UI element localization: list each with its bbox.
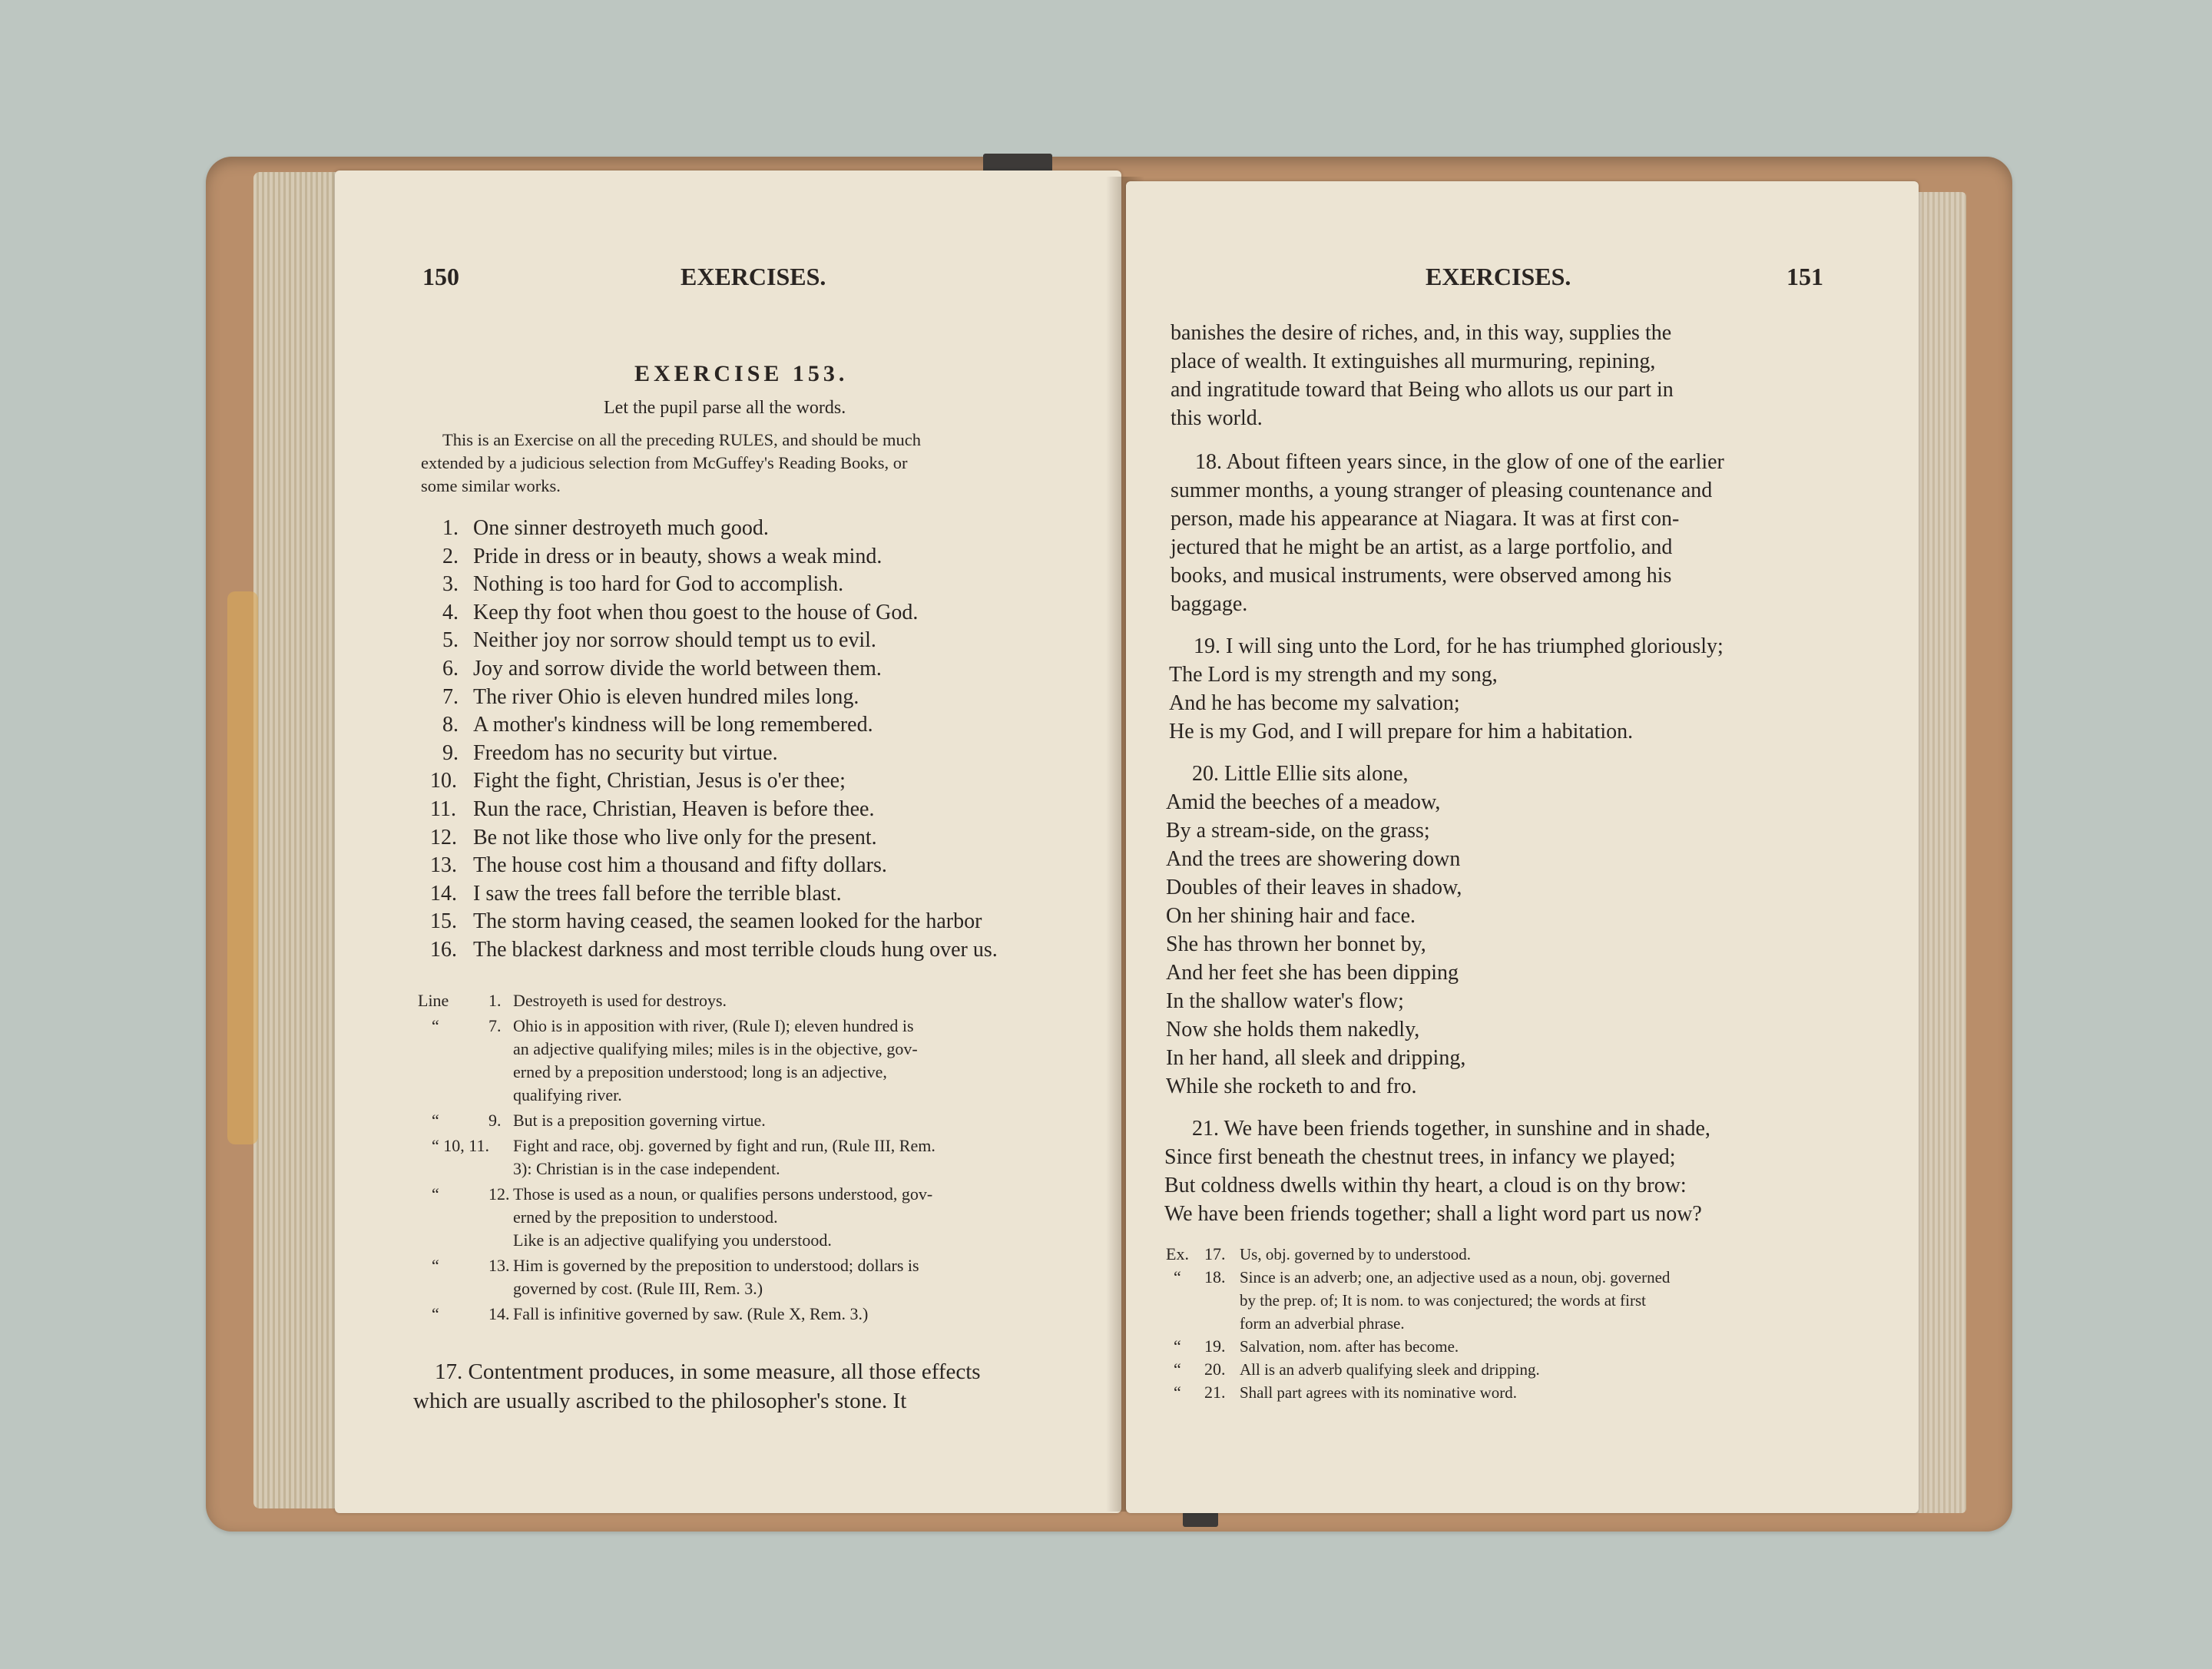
sentence-text: A mother's kindness will be long remembered. <box>473 713 873 737</box>
sentence-number: 16. <box>430 938 457 962</box>
sentence-text: Neither joy nor sorrow should tempt us to evil. <box>473 628 876 653</box>
sentence-number: 11. <box>430 797 456 821</box>
verse-line: In her hand, all sleek and dripping, <box>1166 1046 1466 1070</box>
note-marker: “ <box>432 1304 439 1323</box>
running-head: EXERCISES. <box>680 263 826 290</box>
page-number: 150 <box>422 263 459 290</box>
sentence-number: 7. <box>442 684 459 709</box>
sentence-number: 12. <box>430 825 457 849</box>
note-line: by the prep. of; It is nom. to was conjectured; the words at first <box>1240 1291 1646 1310</box>
paragraph-line: jectured that he might be an artist, as a large portfolio, and <box>1171 535 1673 559</box>
note-marker: “ <box>1174 1359 1181 1379</box>
verse-line: And her feet she has been dipping <box>1166 961 1459 985</box>
cover-stain <box>227 591 258 1144</box>
note-line: 3): Christian is in the case independent. <box>513 1159 780 1178</box>
right-page <box>1126 181 1919 1513</box>
note-number: 7. <box>488 1016 502 1035</box>
note-marker: “ <box>1174 1383 1181 1402</box>
binding-clip-bottom <box>1183 1512 1218 1527</box>
sentence-text: Run the race, Christian, Heaven is before thee. <box>473 797 875 821</box>
note-number: 1. <box>488 991 502 1010</box>
paragraph-line: books, and musical instruments, were observed among his <box>1171 564 1672 588</box>
paragraph-line: place of wealth. It extinguishes all murmuring, repining, <box>1171 349 1656 373</box>
sentence-text: One sinner destroyeth much good. <box>473 516 769 540</box>
note-marker: Ex. <box>1166 1244 1189 1263</box>
note-marker: “ 10, 11. <box>432 1136 489 1155</box>
note-line: an adjective qualifying miles; miles is in the objective, gov- <box>513 1039 918 1058</box>
verse-line: Amid the beeches of a meadow, <box>1166 790 1441 814</box>
exercise-subtitle: Let the pupil parse all the words. <box>604 398 846 418</box>
sentence-text: I saw the trees fall before the terrible blast. <box>473 881 842 906</box>
sentence-number: 13. <box>430 853 457 878</box>
note-line: form an adverbial phrase. <box>1240 1314 1405 1333</box>
note-number: 20. <box>1204 1359 1226 1379</box>
verse-line: In the shallow water's flow; <box>1166 989 1404 1013</box>
note-line: Destroyeth is used for destroys. <box>513 991 727 1010</box>
verse-line: Now she holds them nakedly, <box>1166 1018 1420 1041</box>
note-number: 17. <box>1204 1244 1226 1263</box>
exercise-title: EXERCISE 153. <box>634 361 849 386</box>
paragraph-line: baggage. <box>1171 592 1248 616</box>
note-line: erned by a preposition understood; long is an adjective, <box>513 1062 887 1081</box>
sentence-number: 2. <box>442 544 459 568</box>
note-number: 18. <box>1204 1267 1226 1287</box>
page-number: 151 <box>1786 263 1823 290</box>
sentence-number: 1. <box>442 516 459 540</box>
sentence-text: Pride in dress or in beauty, shows a weak mind. <box>473 544 882 568</box>
sentence-number: 15. <box>430 909 457 934</box>
note-line: governed by cost. (Rule III, Rem. 3.) <box>513 1279 763 1298</box>
paragraph-line: person, made his appearance at Niagara. It was at first con- <box>1171 507 1680 531</box>
note-number: 12. <box>488 1184 510 1204</box>
paragraph-line: and ingratitude toward that Being who allots us our part in <box>1171 378 1674 402</box>
sentence-number: 3. <box>442 572 459 597</box>
page-edges-left <box>253 172 346 1508</box>
note-line: Ohio is in apposition with river, (Rule I); eleven hundred is <box>513 1016 914 1035</box>
verse-line: Doubles of their leaves in shadow, <box>1166 876 1462 899</box>
note-line: Him is governed by the preposition to understood; dollars is <box>513 1256 919 1275</box>
left-page: 150 EXERCISES. EXERCISE 153. Let the pupil parse all the words. This is an Exercise on all the preceding RULES, and should be much extended by a judicious selection from McGuffey's Reading Books, or some similar works. 1. One sinner destroyeth much good. 2. Pride in dress or in beauty, shows a weak mind. 3. Nothing is too hard for God to accomplish. 4. Keep thy foot when thou goest to the house of God. 5. Neither joy nor sorrow should tempt us to evil. 6. Joy and sorrow divide the world between them. 7. The river Ohio is eleven hundred miles long. 8. A mother's kindness will be long remembered. 9. Freedom has no security but virtue. 10. Fight the fight, Christian, Jesus is o'er thee; 11. Run the race, Christian, Heaven is before thee. 12. Be not like those who live only for the present. 13. The house cost him a thousand and fifty dollars. 14. I saw the trees fall before the terrible blast. 15. The storm having ceased, the seamen looked for the harbor 16. The blackest darkness and most terrible clouds hung over us. Line 1. Destroyeth is used for destroys. “ 7. Ohio is in apposition with river, (Rule I); eleven hundred is an adjective qualifying miles; miles is in the objective, gov- erned by a preposition understood; long is an adjective, qualifying river. “ 9. But is a preposition governing virtue. “ 10, 11. Fight and race, obj. governed by fight and run, (Rule III, Rem. 3): Christian is in the case independent. “ 12. Those is used as a noun, or qualifies persons understood, gov- erned by the preposition to understood. Like is an adjective qualifying you understood. “ 13. Him is governed by the preposition to understood; dollars is governed by cost. (Rule III, Rem. 3.) “ 14. Fall is infinitive governed by saw. (Rule X, Rem. 3.) 17. Contentment produces, in some measure, all those effects which are usually ascribed to the philosopher's stone. It <box>335 171 1121 1513</box>
sentence-number: 8. <box>442 713 459 737</box>
verse-line: But coldness dwells within thy heart, a cloud is on thy brow: <box>1164 1174 1687 1197</box>
verse-line: And the trees are showering down <box>1166 847 1461 871</box>
note-marker: “ <box>432 1184 439 1204</box>
verse-line: She has thrown her bonnet by, <box>1166 932 1426 956</box>
sentence-number: 4. <box>442 600 459 624</box>
note-marker: “ <box>432 1111 439 1130</box>
note-line: Those is used as a noun, or qualifies persons understood, gov- <box>513 1184 933 1204</box>
sentence-text: Fight the fight, Christian, Jesus is o'er thee; <box>473 769 846 793</box>
verse-line: The Lord is my strength and my song, <box>1169 663 1498 687</box>
verse-line: On her shining hair and face. <box>1166 904 1416 928</box>
verse-line: By a stream-side, on the grass; <box>1166 819 1430 843</box>
sentence-text: Nothing is too hard for God to accomplish. <box>473 572 844 597</box>
note-line: Salvation, nom. after has become. <box>1240 1337 1459 1356</box>
note-line: Fall is infinitive governed by saw. (Rule X, Rem. 3.) <box>513 1304 869 1323</box>
note-line: Since is an adverb; one, an adjective used as a noun, obj. governed <box>1240 1268 1671 1287</box>
note-marker: “ <box>432 1256 439 1275</box>
sentence-text: The storm having ceased, the seamen looked for the harbor <box>473 909 982 934</box>
note-marker: “ <box>1174 1267 1181 1287</box>
paragraph-line: banishes the desire of riches, and, in this way, supplies the <box>1171 321 1672 345</box>
note-number: 14. <box>488 1304 510 1323</box>
note-marker: “ <box>1174 1336 1181 1356</box>
verse-line: We have been friends together; shall a light word part us now? <box>1164 1202 1702 1226</box>
running-head: EXERCISES. <box>1426 263 1571 290</box>
sentence-text: The blackest darkness and most terrible clouds hung over us. <box>473 938 998 962</box>
sentence-text: Freedom has no security but virtue. <box>473 740 778 765</box>
verse-line: 21. We have been friends together, in sunshine and in shade, <box>1192 1117 1710 1141</box>
sentence-text: Joy and sorrow divide the world between them. <box>473 657 882 681</box>
verse-line: 20. Little Ellie sits alone, <box>1192 762 1409 786</box>
sentence-number: 14. <box>430 881 457 906</box>
sentence-number: 9. <box>442 740 459 765</box>
sentence-text: Be not like those who live only for the present. <box>473 825 877 849</box>
verse-line: He is my God, and I will prepare for him a habitation. <box>1169 720 1634 743</box>
paragraph-line: this world. <box>1171 406 1263 430</box>
note-number: 21. <box>1204 1383 1226 1402</box>
verse-line: While she rocketh to and fro. <box>1166 1075 1417 1098</box>
note-line: But is a preposition governing virtue. <box>513 1111 766 1130</box>
note-line: Like is an adjective qualifying you understood. <box>513 1230 832 1250</box>
verse-line: Since first beneath the chestnut trees, in infancy we played; <box>1164 1145 1676 1169</box>
note-line: Shall part agrees with its nominative word. <box>1240 1383 1518 1402</box>
paragraph-line: 18. About fifteen years since, in the glow of one of the earlier <box>1195 450 1724 474</box>
verse-line: And he has become my salvation; <box>1169 691 1460 715</box>
note-marker: “ <box>432 1016 439 1035</box>
paragraph-line: summer months, a young stranger of pleasing countenance and <box>1171 479 1713 502</box>
sentence-number: 5. <box>442 628 459 653</box>
note-number: 19. <box>1204 1336 1226 1356</box>
sentence-text: The river Ohio is eleven hundred miles long. <box>473 684 859 709</box>
note-line: All is an adverb qualifying sleek and dripping. <box>1240 1360 1540 1379</box>
sentence-text: Keep thy foot when thou goest to the house of God. <box>473 600 919 624</box>
note-line: Us, obj. governed by to understood. <box>1240 1245 1471 1263</box>
note-line: Fight and race, obj. governed by fight and run, (Rule III, Rem. <box>513 1136 935 1155</box>
note-line: erned by the preposition to understood. <box>513 1207 778 1227</box>
sentence-text: The house cost him a thousand and fifty dollars. <box>473 853 887 878</box>
note-marker: Line <box>418 991 449 1010</box>
note-number: 9. <box>488 1111 502 1130</box>
note-number: 13. <box>488 1256 510 1275</box>
note-line: qualifying river. <box>513 1085 622 1104</box>
verse-line: 19. I will sing unto the Lord, for he has triumphed gloriously; <box>1194 634 1724 658</box>
sentence-number: 10. <box>430 769 457 793</box>
sentence-number: 6. <box>442 657 459 681</box>
